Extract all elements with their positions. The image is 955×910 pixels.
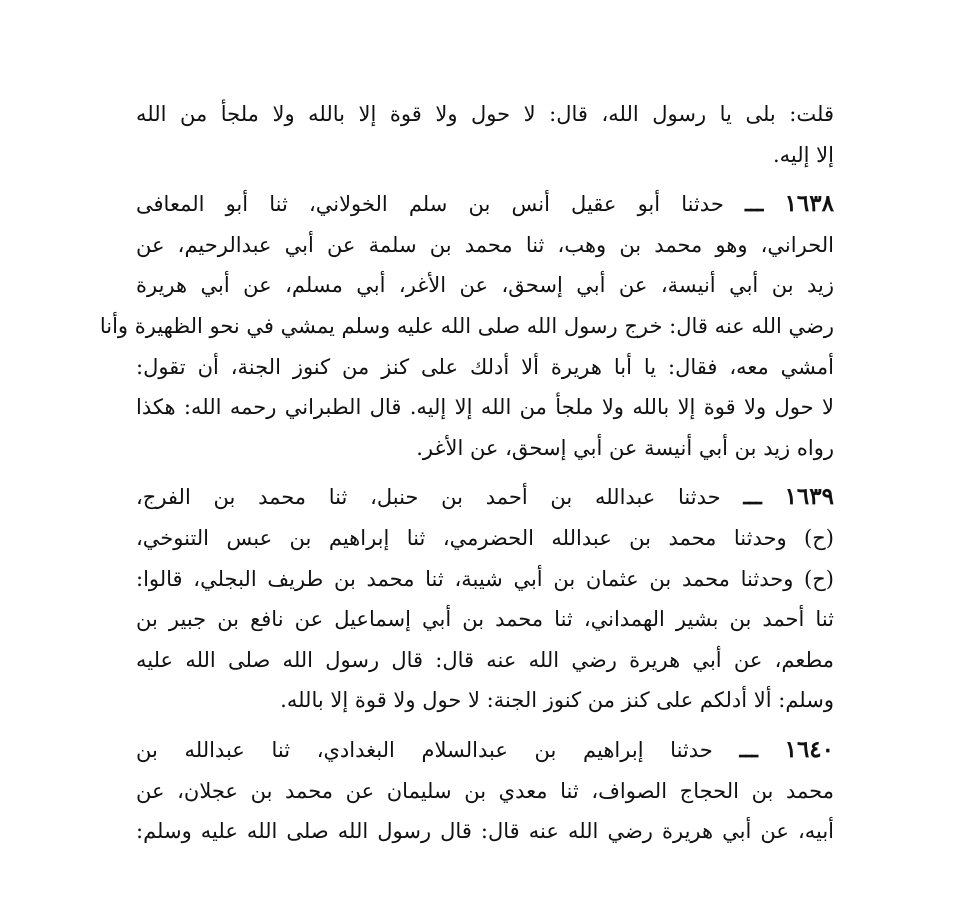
hadith-dash: ـــ: [743, 484, 762, 510]
text-line: وسلم: ألا أدلكم على كنز من كنوز الجنة: لا حول ولا قوة إلا بالله.: [280, 688, 834, 713]
text-line: رضي الله عنه قال: خرج رسول الله صلى الله عليه وسلم يمشي في نحو الظهيرة وأنا: [99, 313, 834, 338]
hadith-1639: [136, 477, 834, 721]
hadith-number: ١٦٤٠: [784, 735, 835, 763]
text-line: [136, 184, 834, 225]
text-line: [136, 730, 834, 771]
text-body: [99, 94, 835, 852]
hadith-number: ١٦٣٩: [784, 483, 834, 511]
text-line-content: حدثنا أبو عقيل أنس بن سلم الخولاني، ثنا أبو المعافى: [136, 192, 724, 217]
text-line: الحراني، وهو محمد بن وهب، ثنا محمد بن سلمة عن أبي عبدالرحيم، عن: [136, 232, 834, 257]
text-line: محمد بن الحجاج الصواف، ثنا معدي بن سليمان عن محمد بن عجلان، عن: [136, 778, 834, 803]
hadith-dash: ـــ: [739, 736, 758, 762]
text-line-content: حدثنا إبراهيم بن عبدالسلام البغدادي، ثنا عبدالله بن: [136, 737, 713, 762]
text-line: [136, 477, 834, 518]
text-line: أبيه، عن أبي هريرة رضي الله عنه قال: قال رسول الله صلى الله عليه وسلم:: [136, 819, 834, 844]
paragraph-continuation: [136, 94, 834, 175]
text-line: ثنا أحمد بن بشير الهمداني، ثنا محمد بن أبي إسماعيل عن نافع بن جبير بن: [136, 607, 834, 632]
text-line: رواه زيد بن أبي أنيسة عن أبي إسحق، عن الأغر.: [416, 435, 834, 460]
hadith-dash: ـــ: [744, 191, 764, 217]
text-line: زيد بن أبي أنيسة، عن أبي إسحق، عن الأغر، أبي مسلم، عن أبي هريرة: [136, 273, 834, 298]
text-line: (ح) وحدثنا محمد بن عثمان بن أبي شيبة، ثنا محمد بن طريف البجلي، قالوا:: [136, 566, 834, 591]
text-line-content: حدثنا عبدالله بن أحمد بن حنبل، ثنا محمد بن الفرج،: [136, 485, 721, 510]
text-line: إلا إليه.: [773, 142, 834, 167]
text-line: لا حول ولا قوة إلا بالله ولا ملجأ من الله إلا إليه. قال الطبراني رحمه الله: هكذا: [136, 395, 834, 420]
hadith-1638: [99, 184, 834, 468]
text-line: مطعم، عن أبي هريرة رضي الله عنه قال: قال رسول الله صلى الله عليه: [136, 647, 834, 672]
hadith-1640: [136, 730, 834, 852]
text-line: أمشي معه، فقال: يا أبا هريرة ألا أدلك على كنز من كنوز الجنة، أن تقول:: [136, 354, 834, 379]
text-line: (ح) وحدثنا محمد بن عبدالله الحضرمي، ثنا إبراهيم بن عبس التنوخي،: [136, 525, 834, 550]
text-line: قلت: بلى يا رسول الله، قال: لا حول ولا قوة إلا بالله ولا ملجأ من الله: [136, 102, 834, 126]
hadith-number: ١٦٣٨: [784, 190, 834, 218]
